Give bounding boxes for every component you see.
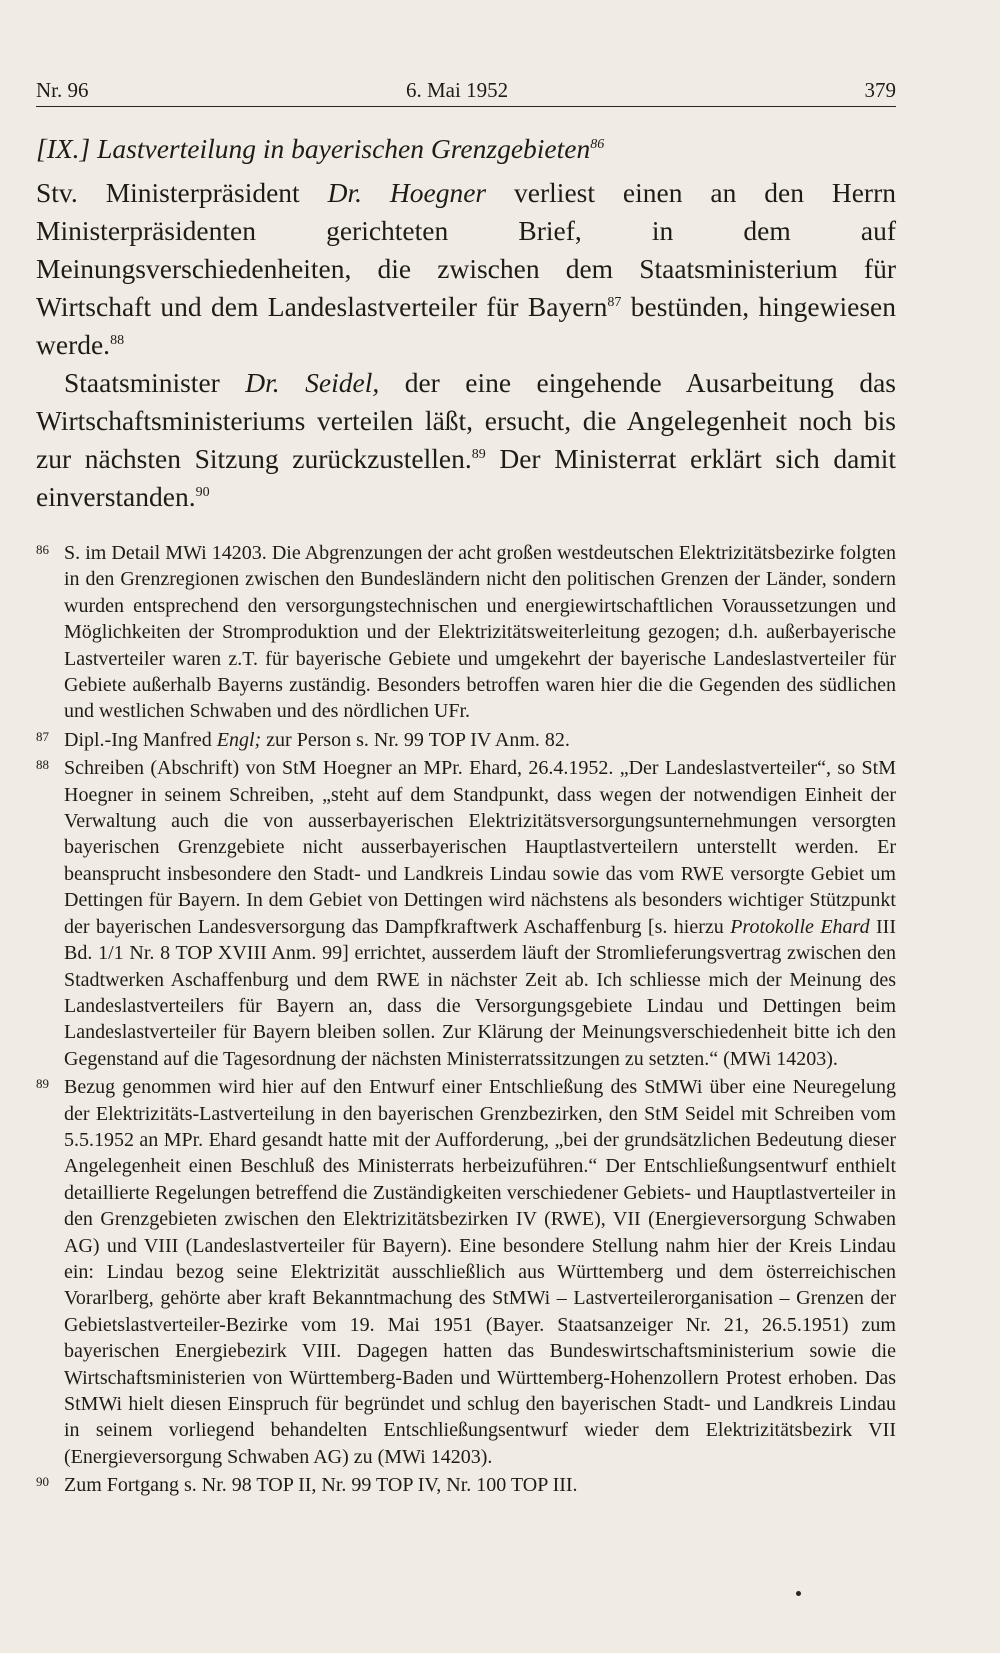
- footnote-86: [36, 540, 896, 725]
- paragraph-text: Staatsminister: [64, 367, 246, 398]
- paragraph-hoegner: [36, 174, 896, 364]
- footnote-89: [36, 1074, 896, 1470]
- header-date: 6. Mai 1952: [406, 78, 509, 102]
- footnote-ref-87[interactable]: 87: [607, 294, 622, 310]
- footnote-90: [36, 1472, 896, 1498]
- footnote-text: S. im Detail MWi 14203. Die Abgrenzungen der acht großen westdeutschen Elektrizitätsbezirke folgten in den Grenzregionen zwischen den Bundesländern nicht den politischen Grenzen der Länder, sondern wurden entsprechend den versorgungstechnischen und energiewirtschaftlichen Voraussetzungen und Möglichkeiten der Stromproduktion und der Elektrizitätsweiterleitung gezogen; d.h. außerbayerische Lastverteiler waren z.T. für bayerische Gebiete und umgekehrt der bayerische Landeslastverteiler für Gebiete außerhalb Bayerns zuständig. Besonders betroffen waren hier die die Gegenden des südlichen und westlichen Schwaben und des nördlichen UFr.: [64, 542, 896, 723]
- document-number: Nr. 96: [36, 78, 89, 102]
- footnote-text: III Bd. 1/1 Nr. 8 TOP XVIII Anm. 99] errichtet, ausserdem läuft der Stromlieferungsvertrag zwischen den Stadtwerken Aschaffenburg und dem RWE in nächster Zeit ab. Ich schliesse mich der Meinung des Landeslastverteilers für Bayern an, dass die Versorgungsgebiete Lindau und Dettingen beim Landeslastverteiler für Bayern bleiben sollen. Zur Klärung der Meinungsverschiedenheit bitte ich den Gegenstand auf die Tagesordnung der nächsten Ministerratssitzungen zu setzten.“ (MWi 14203).: [64, 915, 896, 1070]
- print-speck: [796, 1591, 801, 1596]
- footnote-ref-90[interactable]: 90: [195, 484, 210, 500]
- running-header: [36, 72, 896, 107]
- footnote-text: zur Person s. Nr. 99 TOP IV Anm. 82.: [261, 728, 570, 751]
- footnote-text: Zum Fortgang s. Nr. 98 TOP II, Nr. 99 TOP IV, Nr. 100 TOP III.: [64, 1474, 578, 1497]
- footnote-text: Dipl.-Ing Manfred: [64, 728, 217, 751]
- footnote-number: 89: [36, 1076, 49, 1092]
- title-dr: Dr.: [245, 367, 280, 398]
- footnote-ref-89[interactable]: 89: [471, 446, 486, 462]
- footnote-number: 86: [36, 542, 49, 557]
- footnote-number: 90: [36, 1474, 49, 1490]
- paragraph-text: Stv. Ministerpräsident: [36, 177, 328, 208]
- footnotes: [36, 540, 896, 1501]
- paragraph-text: verliest einen an den Herrn Ministerpräsidenten gerichteten Brief, in dem auf Meinungsverschiedenheiten, die zwischen dem Staatsministerium für Wirtschaft und dem Landeslastverteiler für Bayern: [36, 177, 896, 322]
- person-name: Engl;: [216, 728, 262, 751]
- footnote-ref-88[interactable]: 88: [110, 332, 125, 348]
- paragraph-text: bestünden, hingewiesen werde.: [36, 291, 897, 360]
- person-name: Hoegner: [389, 177, 487, 208]
- main-text: [36, 130, 896, 516]
- footnote-number: 87: [36, 728, 49, 744]
- publication-reference: Protokolle Ehard: [730, 915, 870, 938]
- footnote-87: [36, 727, 896, 753]
- footnote-88: [36, 755, 896, 1072]
- paragraph-text: Der Ministerrat erklärt sich damit einverstanden.: [36, 443, 896, 512]
- paragraph-seidel: [36, 364, 896, 516]
- paragraph-text: der eine eingehende Ausarbeitung das Wirtschaftsministeriums verteilen läßt, ersucht, die Angelegenheit noch bis zur nächsten Sitzung zurückzustellen.: [36, 367, 896, 474]
- section-title: Lastverteilung in bayerischen Grenzgebieten: [97, 133, 591, 164]
- footnote-text: Bezug genommen wird hier auf den Entwurf einer Entschließung des StMWi über eine Neuregelung der Elektrizitäts-Lastverteilung in den bayerischen Grenzbezirken, den StM Seidel mit Schreiben vom 5.5.1952 an MPr. Ehard gesandt hatte mit der Aufforderung, „bei der grundsätzlichen Bedeutung dieser Angelegenheit einen Beschluß des Ministerrats herbeizuführen.“ Der Entschließungsentwurf enthielt detaillierte Regelungen betreffend die Zuständigkeiten verschiedener Gebiets- und Hauptlastverteiler in den Grenzgebieten zwischen den Elektrizitätsbezirken IV (RWE), VII (Energieversorgung Schwaben AG) und VIII (Landeslastverteiler für Bayern). Eine besondere Stellung nahm hier der Kreis Lindau ein: Lindau bezog seine Elektrizität ausschließlich aus Württemberg und dem österreichischen Vorarlberg, gehörte aber kraft Bekanntmachung des StMWi – Lastverteilerorganisation – Grenzen der Gebietslastverteiler-Bezirke vom 19. Mai 1951 (Bayer. Staatsanzeiger Nr. 21, 26.5.1951) zum bayerischen Energiebezirk VIII. Dagegen hatten das Bundeswirtschaftsministerium sowie die Wirtschaftsministerien von Württemberg-Baden und Württemberg-Hohenzollern Protest erhoben. Das StMWi hielt diesen Einspruch für begründet und schlug den bayerischen Stadt- und Landkreis Lindau in seinem vorliegend behandelten Entschließungsentwurf wieder dem Elektrizitätsbezirk VII (Energieversorgung Schwaben AG) zu (MWi 14203).: [64, 1076, 896, 1468]
- person-name: Seidel,: [305, 367, 380, 398]
- footnote-ref-86[interactable]: 86: [590, 136, 605, 152]
- section-number: [IX.]: [36, 133, 91, 164]
- book-page: [36, 0, 896, 1653]
- page-number: 379: [864, 78, 896, 102]
- footnote-text: Schreiben (Abschrift) von StM Hoegner an MPr. Ehard, 26.4.1952. „Der Landeslastverteiler“, so StM Hoegner in seinem Schreiben, „steht auf dem Standpunkt, dass wegen der notwendigen Einheit der Verwaltung auch die von ausserbayerischen Elektrizitätsversorgungsunternehmungen versorgten bayerischen Grenzgebiete nicht ausserbayerischen Hauptlastverteilern unterstellt werden. Er beansprucht insbesondere den Stadt- und Landkreis Lindau sowie das vom RWE versorgte Gebiet um Dettingen für Bayern. In dem Gebiet von Dettingen wird nächstens als besonders wichtiger Stützpunkt der bayerischen Landesversorgung das Dampfkraftwerk Aschaffenburg [s. hierzu: [64, 757, 896, 938]
- section-heading: [36, 130, 896, 168]
- title-dr: Dr.: [327, 177, 362, 208]
- footnote-number: 88: [36, 757, 49, 773]
